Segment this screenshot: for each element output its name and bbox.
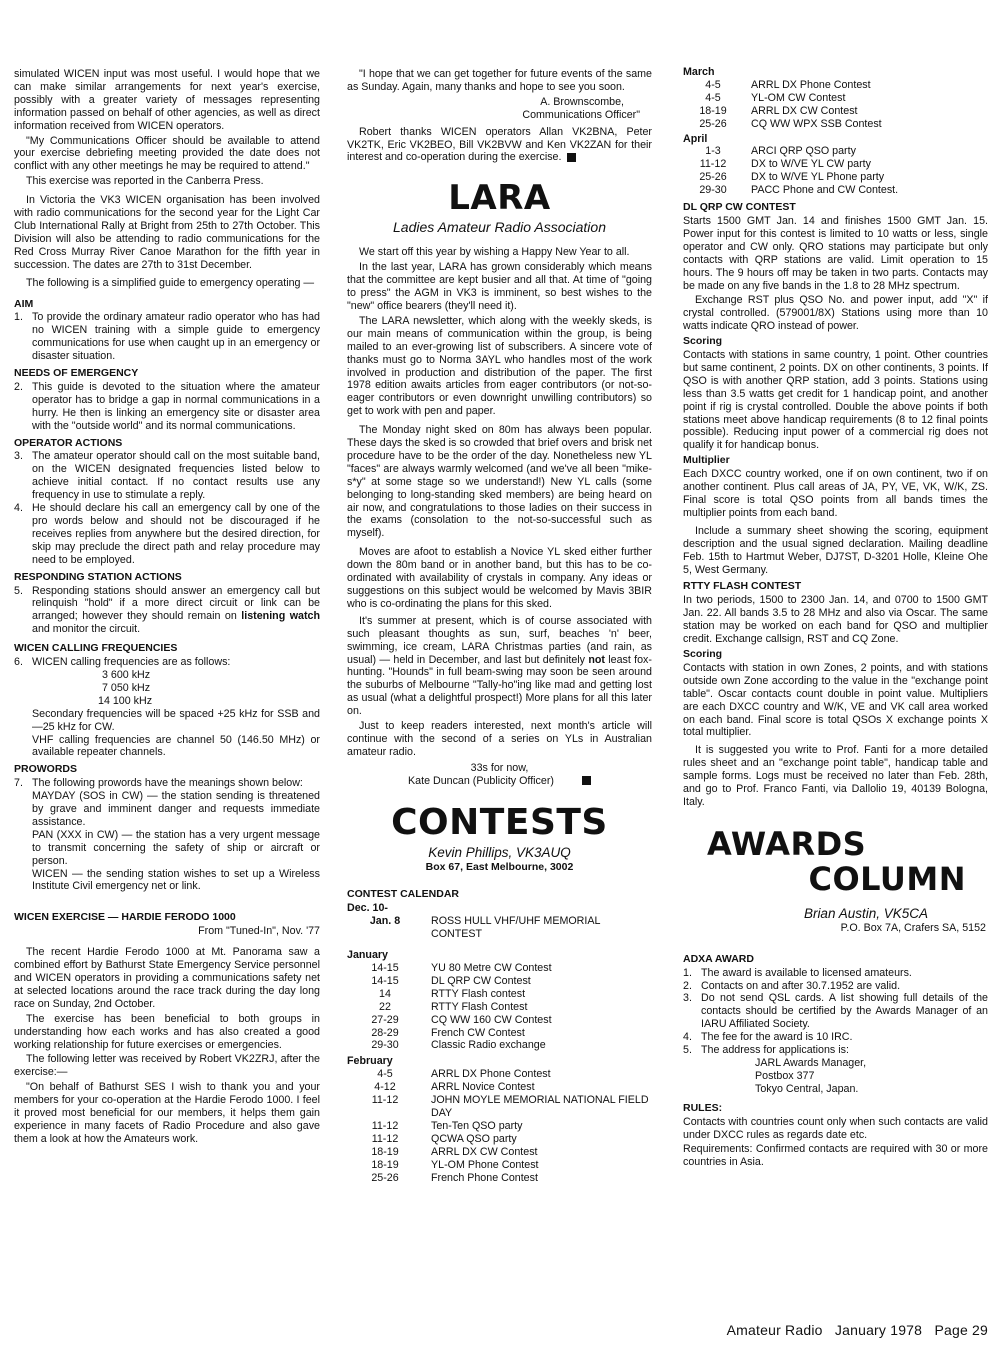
lara-title: LARA [448,178,551,219]
month-heading: January [347,949,388,962]
paragraph: The recent Hardie Ferodo 1000 at Mt. Panorama saw a combined effort by Bathurst State Emergency Service personnel and WICEN operators in providing a communications safety net at selected locations around the race track during the day long race on Sunday, 2nd October. [14,946,320,1010]
paragraph: The Monday night sked on 80m has always been popular. These days the sked is so crowded that brief overs and brisk net procedure have to be the order of the day. Nonetheless new YL "faces" are always warmly welcomed (and we've all been "mike-s*y" at some stage so we understand!) New YL calls (some belonging to long-standing sked members) are being heard on air now, and congratulations to those ladies on their success in the exams (consolation to the not-so-successful such as myself). [347,424,652,540]
month-heading: February [347,1055,393,1068]
paragraph: simulated WICEN input was most useful. I would hope that we can make similar arrangements for next year's exercise, possibly with a greater variety of messages representing information passed on behalf of other agencies, as well as direct information received from WICEN operators. [14,68,320,132]
paragraph: Exchange RST plus QSO No. and power input, add "X" if crystal controlled. (579001/8X) Stations using more than 10 watts indicate QRO instead of power. [683,294,988,333]
paragraph: It is suggested you write to Prof. Fanti for a more detailed rules sheet and an "exchange point table", handicap table and sample forms. Logs must be received no later than Feb. 28th, and go to Prof. Franco Fanti, via Dallolio 19, 40139 Bologna, Italy. [683,744,988,808]
paragraph: The following is a simplified guide to emergency operating — [26,276,315,289]
paragraph: We start off this year by wishing a Happy New Year to all. [359,246,630,259]
subsection-heading: Scoring [683,647,723,660]
author-signature: Kate Duncan (Publicity Officer) [347,775,652,788]
paragraph: Requirements: Confirmed contacts are required with 30 or more countries in Asia. [683,1143,988,1169]
section-heading: DL QRP CW CONTEST [683,201,796,214]
paragraph: "On behalf of Bathurst SES I wish to thank you and your members for your co-operation at the Hardie Ferodo 1000. I feel it proved most beneficial for our members, it helps them gain experience in many facets of Radio Procedure and also gave them a look at how the Amateurs work. [14,1081,320,1145]
awards-address: P.O. Box 7A, Crafers SA, 5152 [840,921,986,934]
frequency: 14 100 kHz [98,694,153,707]
paragraph: "I hope that we can get together for future events of the same as Sunday. Again, many thanks and hope to see you soon. [347,68,652,93]
page-footer [670,1322,988,1338]
end-mark [567,153,576,162]
proword-entry: MAYDAY (SOS in CW) — the station sending is threatened by grave and imminent danger and requests immediate assistance. [32,790,320,828]
contests-author: Kevin Phillips, VK3AUQ [428,844,571,860]
calendar-list: 4-5 ARRL DX Phone Contest 4-12 ARRL Novice Contest 11-12 JOHN MOYLE MEMORIAL NATIONAL FIELD DAY 11-12 Ten-Ten QSO party 11-12 QCWA QSO party 18-19 ARRL DX CW Contest 18-19 YL-OM Phone Contest 25-26 French Phone Contest [371,1068,649,1184]
paragraph: The exercise has been beneficial to both groups in understanding how each works and has also created a good working relationship for future exercises or emergencies. [14,1012,320,1051]
paragraph: Include a summary sheet showing the scoring, equipment description and the usual signed declaration. Mailing deadline Feb. 15th to Hartmut Weber, DJ7ST, D-3201 Holle, Kleine Ohe 5, West Germany. [683,524,988,576]
section-heading: CONTEST CALENDAR [347,887,459,900]
column-1 [14,68,320,1148]
frequency: 7 050 kHz [102,681,151,694]
paragraph: The following letter was received by Robert VK2ZRJ, after the exercise:— [14,1053,320,1079]
section-heading: WICEN CALLING FREQUENCIES [14,642,178,655]
awards-title: AWARDS [707,824,867,863]
month-heading: April [683,132,708,145]
paragraph: In the last year, LARA has grown considerably which means that the committee are kept busier and all that. At time of "going to press" the AGM in VK3 is imminent, so best wishes to the "new" office bearers (they'll need it). [347,261,652,312]
calendar-entry: Dec. 10- Jan. 8 ROSS HULL VHF/UHF MEMORIAL CONTEST [347,902,601,941]
proword-entry: PAN (XXX in CW) — the station has a very urgent message to transmit concerning the safety of ship or aircraft or person. [32,828,320,867]
sign-off: 33s for now, [470,761,529,774]
contests-address: Box 67, East Melbourne, 3002 [425,860,574,873]
paragraph: Starts 1500 GMT Jan. 14 and finishes 1500 GMT Jan. 15. Power input for this contest is limited to 10 watts or less, single operator and CW only. QRO stations may participate but only contacts with QRP stations are valid. Limit operation to 15 hours. The 9 hours off may be taken in two parts. Contacts may be made on any five bands in the 1.8 to 28 MHz spectrum. [683,214,988,292]
list-item: 5. The address for applications is: [683,1044,849,1057]
page-number: Page 29 [934,1322,988,1338]
section-heading: RTTY FLASH CONTEST [683,580,802,593]
list-item: 1. The award is available to licensed amateurs. [683,966,912,979]
paragraph: Contacts with stations in same country, 1 point. Other countries but same continent, 2 points. DX on other continents, 3 points. If QSO is with another QRP station, add 3 points. Stations using less than 3.5 watts get credit for 1 handicap point, and another point if rig is crystal controlled. Double the above points if both stations meet above handicap requirements (8 to 12 final points possible). Reducing input power of a commercial rig does not qualify it for handicap bonus. [683,349,988,452]
list-item: 5. Responding stations should answer an emergency call but relinquish "hold" if a more direct circuit or link can be arranged; however they should remain on listening watch and monitor the circuit. [14,584,320,636]
issue-date: January 1978 [834,1322,923,1338]
subsection-heading: Multiplier [683,454,730,467]
paragraph: Robert thanks WICEN operators Allan VK2BNA, Peter VK2TK, Eric VK2BEO, Bill VK2BVW and Ken VK2ZAN for their interest and co-operation during the exercise. [347,125,652,164]
paragraph: "My Communications Officer should be available to attend your exercise debriefing meeting provided the date does not conflict with any other meetings he may be required to attend." [14,134,320,173]
subsection-heading: Scoring [683,335,723,348]
proword-entry: WICEN — the sending station wishes to set up a Wireless Institute Civil emergency net or link. [32,867,320,893]
paragraph: This exercise was reported in the Canberra Press. [26,175,264,188]
column-3 [683,66,988,1171]
paragraph: Contacts with countries count only when such contacts are valid under DXCC rules as regards date etc. [683,1115,988,1141]
calendar-list: 4-5 ARRL DX Phone Contest 4-5 YL-OM CW Contest 18-19 ARRL DX CW Contest 25-26 CQ WW WPX SSB Contest [699,78,882,130]
paragraph: Each DXCC country worked, one if on own continent, two if on another continent. Plus call areas of JA, PY, VE, VK, W/K, ZS. Final score is total QSO points from all bands times the multiplier points from each band. [683,468,988,519]
section-heading: RULES: [683,1101,723,1114]
lara-subtitle: Ladies Amateur Radio Association [393,219,606,236]
list-item: 4. He should declare his call an emergency call by one of the pro words below and should not be discouraged if he receives replies from anywhere but the desired direction, for skip may preclude the direct path and relay procedure may need to be employed. [14,502,320,566]
list-item: 1. To provide the ordinary amateur radio operator who has had no WICEN training with a simple guide to emergency communications for use when caught up in an emergency or disaster situation. [14,311,320,363]
list-item: 3. The amateur operator should call on the most suitable band, on the WICEN designated frequencies listed below to achieve initial contact. If no contact results use any frequency in use to stimulate a reply. [14,450,320,502]
paragraph: Secondary frequencies will be spaced +25 kHz for SSB and —25 kHz for CW. [32,707,320,733]
section-heading: ADXA AWARD [683,952,754,965]
list-item: 7. The following prowords have the meanings shown below: [14,777,303,790]
magazine-name: Amateur Radio [726,1322,823,1338]
list-item: 6. WICEN calling frequencies are as follows: [14,656,231,669]
frequency: 3 600 kHz [102,668,151,681]
section-heading: PROWORDS [14,763,77,776]
list-item: 3. Do not send QSL cards. A list showing full details of the contacts should be certified by the Awards Manager of an IARU Affiliated Society. [683,992,988,1031]
address-line: JARL Awards Manager, [755,1057,867,1069]
address-line: Postbox 377 [755,1069,815,1082]
awards-title-line2: COLUMN [808,859,966,898]
list-item: 2. This guide is devoted to the situation where the amateur operator has to bridge a gap in normal communications in a hurry. He then is linking an emergency site or disaster area with the "outside world" and its normal communications. [14,380,320,432]
paragraph: In Victoria the VK3 WICEN organisation has been involved with radio communications for the second year for the Light Car Club International Rally at Bright from 25th to 27th October. This Division will also be attending to radio communications for the Red Cross Murray River Canoe Marathon for the fifth year in succession. The dates are 27th to 31st December. [14,194,320,271]
paragraph: Contacts with station in own Zones, 2 points, and with stations outside own Zone according to the value in the "exchange point table". Oscar contacts count double in point value. Multipliers are each DXCC country and W/K, VE and VK call area worked on each band. Final score is total QSOs X exchange points X total multiplier. [683,661,988,739]
month-heading: March [683,66,715,78]
calendar-list: 14-15 YU 80 Metre CW Contest 14-15 DL QRP CW Contest 14 RTTY Flash contest 22 RTTY Flash Contest 27-29 CQ WW 160 CW Contest 28-29 French CW Contest 29-30 Classic Radio exchange [371,962,552,1052]
end-mark [582,776,591,785]
awards-author: Brian Austin, VK5CA [803,905,928,921]
list-item: 2. Contacts on and after 30.7.1952 are valid. [683,979,901,992]
section-heading: AIM [14,297,34,310]
section-heading: NEEDS OF EMERGENCY [14,367,139,380]
list-item: 4. The fee for the award is 10 IRC. [683,1031,853,1044]
signature: Communications Officer" [522,108,640,121]
section-heading: OPERATOR ACTIONS [14,436,123,449]
paragraph: VHF calling frequencies are channel 50 (146.50 MHz) or available repeater channels. [32,733,320,759]
calendar-list: 1-3 ARCI QRP QSO party 11-12 DX to W/VE YL CW party 25-26 DX to W/VE YL Phone party 29-30 PACC Phone and CW Contest. [699,145,899,197]
section-heading: RESPONDING STATION ACTIONS [14,570,182,583]
source-line: From "Tuned-In", Nov. '77 [198,925,320,938]
column-2 [347,68,652,1184]
address-line: Tokyo Central, Japan. [755,1082,859,1095]
signature: A. Brownscombe, [540,95,624,108]
contests-title: CONTESTS [391,801,608,843]
paragraph: Moves are afoot to establish a Novice YL sked either further down the 80m band or in another band, but this has to be co-ordinated with availability of crystals in company. Any ideas or suggestions on this subject would be welcomed by Mavis 3BIR who is co-ordinating the plans for this sked. [347,546,652,610]
section-heading: WICEN EXERCISE — HARDIE FERODO 1000 [14,911,236,924]
paragraph: Just to keep readers interested, next month's article will continue with the second of a series on YLs in Australian amateur radio. [347,720,652,758]
paragraph: The LARA newsletter, which along with the weekly skeds, is our main means of communication within the group, is being mailed to an ever-growing list of subscribers. A sincere vote of thanks must go to Norma 3AYL who handles most of the work involved in production and distribution of the paper. The first 1978 edition awaits articles from eager contributors (or not-so-eager contributors or even downright unwilling contributors) so get to work with pen and paper. [347,314,652,418]
paragraph: It's summer at present, which is of course associated with such pleasant thoughts as sun, surf, beaches 'n' beer, swimming, ice cream, LARA Christmas parties (and rain, as usual) — held in December, and last but definitely not least fox-hunting. "Hounds" in full beam-swing may soon be seen around the suburbs of Melbourne "Tally-ho"ing like mad and getting lost as usual (what a delightful prospect!) More plans for all this later on. [347,614,652,718]
paragraph: In two periods, 1500 to 2300 Jan. 14, and 0700 to 1500 GMT Jan. 22. All bands 3.5 to 28 MHz and also via Oscar. The same station may be worked on each band for QSO and multiplier credit. Exchange callsign, RST and CQ Zone. [683,594,988,646]
